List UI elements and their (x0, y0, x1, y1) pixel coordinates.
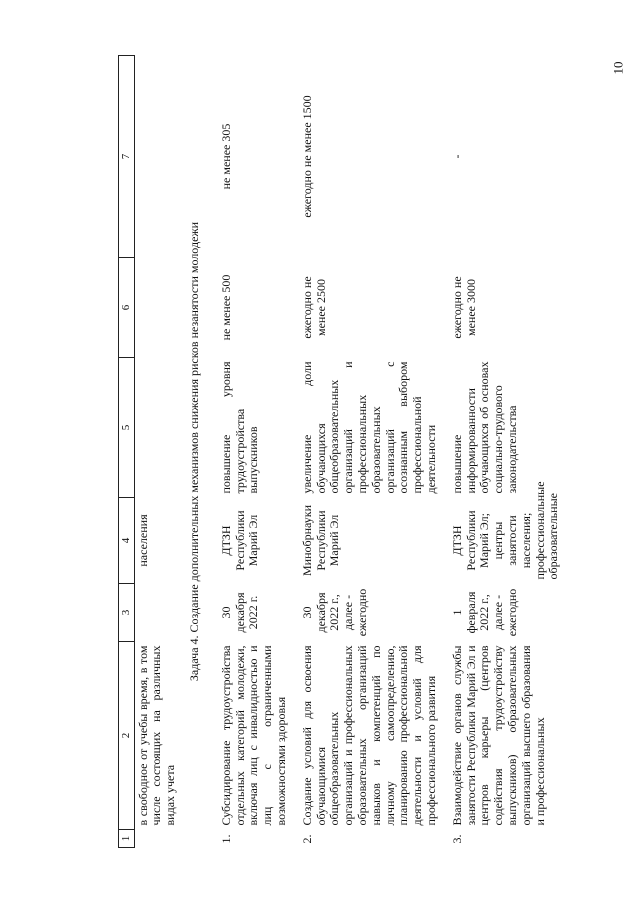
header-col-3: 3 (119, 584, 135, 642)
executors-cell: ДТЗН Республики Марий Эл; центры занятости населения; профессиональные образовательные (449, 481, 561, 580)
row-number: 1. (218, 834, 233, 844)
value-col6-cell: ежегодно не менее 2500 (299, 276, 328, 339)
executors-cell: ДТЗН Республики Марий Эл (218, 510, 261, 571)
value-col7-cell: ежегодно не менее 1500 (299, 95, 314, 218)
value-col6-cell: ежегодно не менее 3000 (449, 276, 478, 339)
header-col-1: 1 (119, 830, 135, 848)
result-cell: повышение информированности обучающихся об основах социально-трудового законодательства (449, 361, 519, 494)
executors-cell: Минобрнауки Республики Марий Эл (299, 505, 342, 577)
task-heading-row (180, 56, 210, 848)
measure-cell: Субсидирование трудоустройства отдельных категорий молодежи, включая лиц с инвалидностью и лиц с ограниченными возможностями здоровья (218, 645, 289, 826)
continuation-row (134, 56, 180, 848)
table-row (210, 56, 291, 848)
deadline-cell: 30 декабря 2022 г. (218, 592, 261, 633)
header-col-5: 5 (119, 358, 135, 498)
continuation-executors: населения (135, 514, 150, 567)
column-number-header (119, 56, 135, 848)
header-col-2: 2 (119, 642, 135, 830)
measures-table (118, 55, 563, 848)
task-title: Задача 4. Создание дополнительных механизмов снижения рисков незанятости молодежи (187, 221, 202, 682)
header-col-4: 4 (119, 498, 135, 584)
result-cell: увеличение доли обучающихся общеобразовательных организаций и профессиональных образовательных организаций с осознанным выбором профессиональной деятельности (299, 361, 438, 494)
continuation-measure: в свободное от учебы время, в том числе состоящих на различных видах учета (135, 645, 178, 826)
table-row (441, 56, 563, 848)
page-number: 10 (610, 61, 626, 75)
deadline-cell: 1 февраля 2022 г., далее - ежегодно (449, 588, 519, 637)
rotated-table-page (118, 56, 618, 848)
row-number: 3. (449, 834, 464, 844)
header-col-7: 7 (119, 56, 135, 258)
value-col7-cell: не менее 305 (218, 123, 233, 190)
header-col-6: 6 (119, 258, 135, 358)
row-number: 2. (299, 834, 314, 844)
result-cell: повышение уровня трудоустройства выпускников (218, 361, 261, 494)
measure-cell: Создание условий для освоения обучающимися общеобразовательных организаций и профессиональных образовательных организаций навыков и компетенций по личному самоопределению, планированию профессиональной деятельности и условий для профессионального развития (299, 645, 438, 826)
deadline-cell: 30 декабря 2022 г., далее - ежегодно (299, 588, 369, 637)
measure-cell: Взаимодействие органов службы занятости Республики Марий Эл и центров карьеры (центров содействия трудоустройству выпускников) образовательных организаций высшего образования и профессиональных (449, 645, 547, 826)
table-row (291, 56, 441, 848)
value-col7-cell: - (449, 154, 464, 159)
value-col6-cell: не менее 500 (218, 274, 233, 341)
